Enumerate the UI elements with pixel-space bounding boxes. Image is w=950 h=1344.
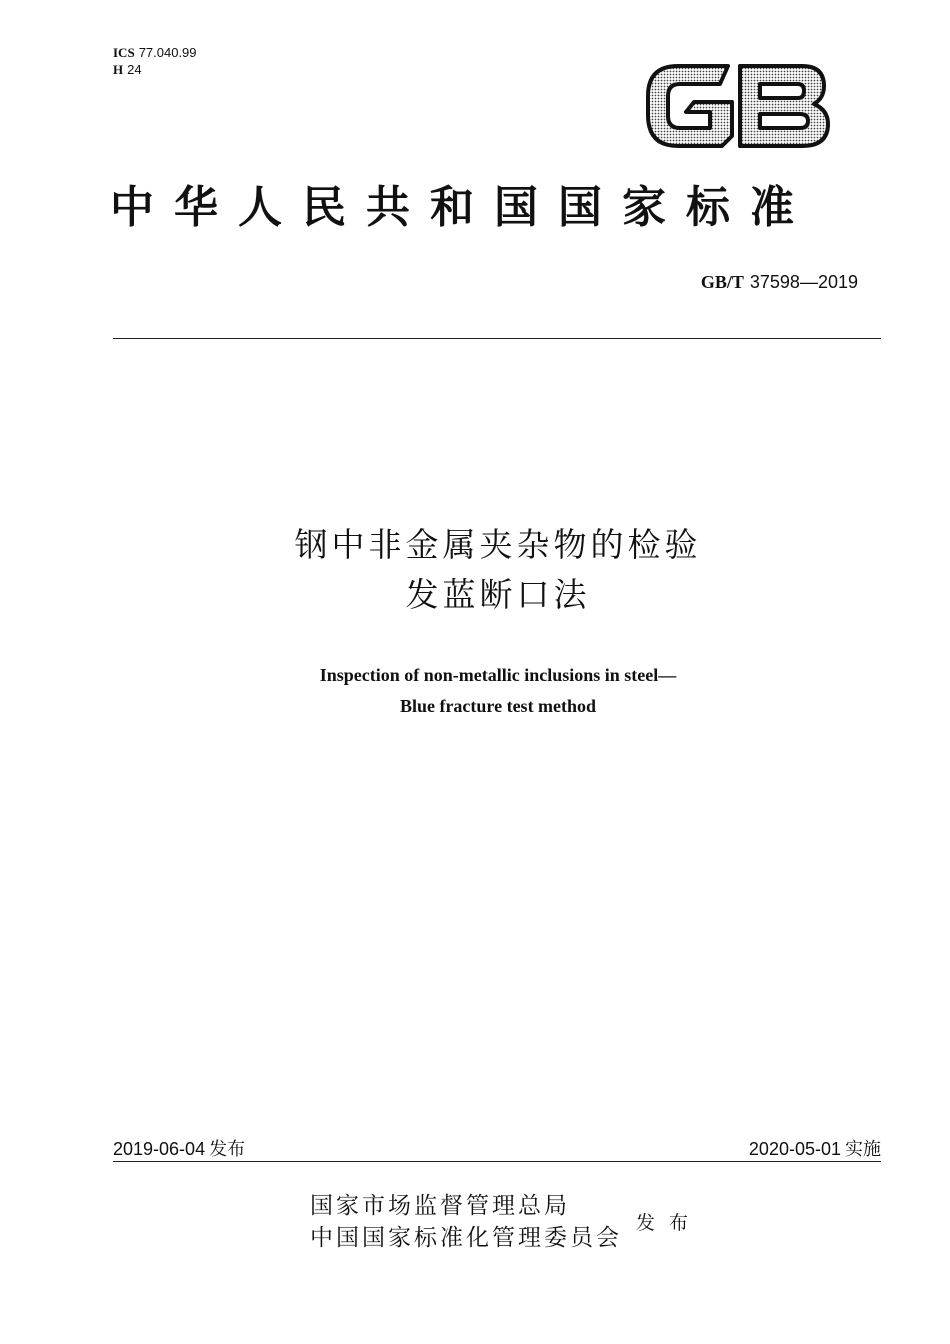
ccs-line (113, 61, 197, 78)
organization-title: 中华人民共和国国家标准 (110, 182, 814, 233)
implementation-label: 实施 (845, 1139, 881, 1160)
ics-label: ICS (113, 45, 135, 60)
standard-number (701, 272, 858, 293)
implementation-date: 2020-05-01 (748, 1139, 841, 1159)
ccs-code: 24 (127, 62, 142, 77)
top-divider (113, 338, 881, 339)
issue-date-block (113, 1135, 245, 1161)
chinese-title-line2: 发蓝断口法 (405, 575, 591, 614)
bottom-divider (113, 1161, 881, 1162)
ccs-label: H (113, 62, 124, 77)
issuer-line2: 中国国家标准化管理委员会 (310, 1225, 622, 1251)
english-title-line1: Inspection of non-metallic inclusions in steel— (319, 665, 677, 685)
issue-label: 发布 (209, 1139, 246, 1160)
issuing-authorities (310, 1190, 622, 1254)
issuer-line1: 国家市场监督管理总局 (310, 1193, 570, 1219)
ics-line (113, 44, 197, 61)
issuers-action: 发布 (636, 1212, 703, 1234)
implementation-date-block (749, 1135, 881, 1161)
classification-codes (113, 44, 197, 78)
chinese-title (0, 520, 950, 620)
issue-date: 2019-06-04 (113, 1139, 206, 1159)
ics-code: 77.040.99 (138, 45, 197, 60)
gb-logo (642, 58, 832, 153)
chinese-title-line1: 钢中非金属夹杂物的检验 (294, 525, 702, 564)
standard-code: 37598—2019 (749, 272, 858, 292)
english-title-line2: Blue fracture test method (399, 696, 597, 716)
standard-prefix: GB/T (700, 272, 744, 292)
english-title (0, 660, 950, 722)
